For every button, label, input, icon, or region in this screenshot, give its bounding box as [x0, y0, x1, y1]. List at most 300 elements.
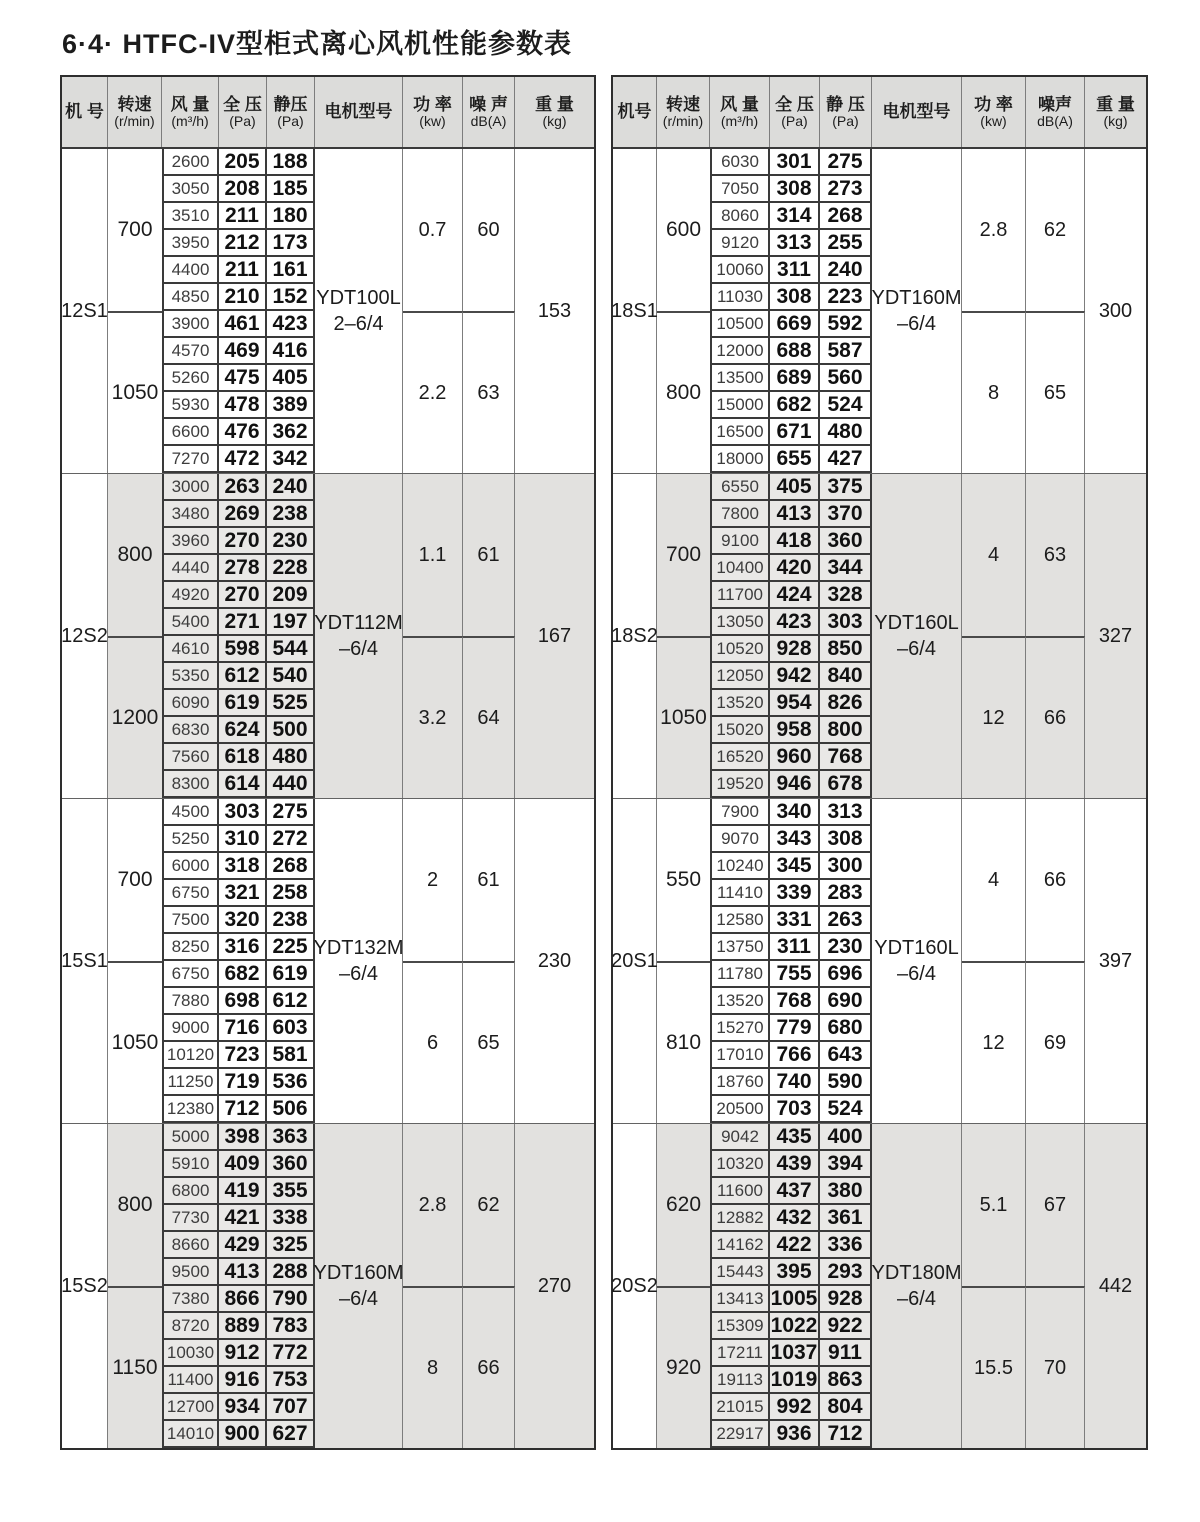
- motor-model-cell: [315, 1124, 403, 1448]
- power-cell: 0.7: [403, 149, 463, 311]
- static-pressure-cell: 273: [820, 176, 872, 203]
- motor-model-line1: YDT160M: [871, 287, 962, 309]
- flow-cell: 13520: [710, 988, 770, 1015]
- total-pressure-cell: 716: [219, 1015, 267, 1042]
- total-pressure-cell: 343: [770, 826, 820, 853]
- motor-model-line1: YDT180M: [871, 1262, 962, 1284]
- header-unit: (m³/h): [171, 112, 209, 129]
- flow-cell: 10520: [710, 636, 770, 663]
- motor-model-line1: YDT100L: [316, 287, 401, 309]
- fan-table-left: [60, 75, 596, 1450]
- total-pressure-cell: 900: [219, 1421, 267, 1448]
- total-pressure-cell: 671: [770, 419, 820, 446]
- static-pressure-cell: 540: [267, 663, 315, 690]
- header-unit: (kw): [980, 112, 1007, 129]
- static-pressure-cell: 603: [267, 1015, 315, 1042]
- total-pressure-cell: 476: [219, 419, 267, 446]
- static-pressure-cell: 240: [267, 474, 315, 501]
- flow-cell: 13500: [710, 365, 770, 392]
- static-pressure-cell: 619: [267, 961, 315, 988]
- flow-cell: 22917: [710, 1421, 770, 1448]
- noise-cell: 60: [463, 149, 515, 311]
- flow-cell: 10400: [710, 555, 770, 582]
- flow-cell: 14162: [710, 1232, 770, 1259]
- static-pressure-cell: 240: [820, 257, 872, 284]
- flow-cell: 11780: [710, 961, 770, 988]
- section-15S2: [62, 1124, 594, 1448]
- flow-cell: 17010: [710, 1042, 770, 1069]
- total-pressure-cell: 212: [219, 230, 267, 257]
- static-pressure-cell: 275: [267, 799, 315, 826]
- static-pressure-cell: 525: [267, 690, 315, 717]
- total-pressure-cell: 698: [219, 988, 267, 1015]
- flow-cell: 12580: [710, 907, 770, 934]
- flow-cell: 11410: [710, 880, 770, 907]
- total-pressure-cell: 316: [219, 934, 267, 961]
- weight-cell: 153: [537, 299, 572, 322]
- header-unit: (r/min): [662, 112, 704, 129]
- flow-cell: 11400: [162, 1367, 219, 1394]
- flow-cell: 3510: [162, 203, 219, 230]
- total-pressure-cell: 398: [219, 1124, 267, 1151]
- speed-cell: 800: [657, 311, 710, 473]
- flow-cell: 15020: [710, 717, 770, 744]
- static-pressure-cell: 680: [820, 1015, 872, 1042]
- total-pressure-cell: 395: [770, 1259, 820, 1286]
- flow-cell: 11600: [710, 1178, 770, 1205]
- static-pressure-cell: 707: [267, 1394, 315, 1421]
- static-pressure-cell: 712: [820, 1421, 872, 1448]
- static-pressure-cell: 423: [267, 311, 315, 338]
- total-pressure-cell: 313: [770, 230, 820, 257]
- total-pressure-cell: 310: [219, 826, 267, 853]
- flow-cell: 10320: [710, 1151, 770, 1178]
- static-pressure-cell: 255: [820, 230, 872, 257]
- header-cell: [710, 77, 770, 147]
- total-pressure-cell: 712: [219, 1096, 267, 1123]
- static-pressure-cell: 355: [267, 1178, 315, 1205]
- speed-cell: 800: [117, 543, 153, 566]
- flow-cell: 6090: [162, 690, 219, 717]
- flow-cell: 5260: [162, 365, 219, 392]
- flow-cell: 9120: [710, 230, 770, 257]
- static-pressure-cell: 180: [267, 203, 315, 230]
- static-pressure-cell: 581: [267, 1042, 315, 1069]
- header-label: 风 量: [170, 94, 210, 114]
- header-cell: [770, 77, 820, 147]
- flow-cell: 13520: [710, 690, 770, 717]
- model-cell: 15S1: [62, 799, 108, 1123]
- power-cell: 2: [403, 799, 463, 961]
- speed-cell: 810: [657, 961, 710, 1123]
- header-cell: [162, 77, 219, 147]
- header-unit: (Pa): [277, 112, 304, 129]
- static-pressure-cell: 753: [267, 1367, 315, 1394]
- motor-model-cell: [315, 799, 403, 1123]
- static-pressure-cell: 338: [267, 1205, 315, 1232]
- flow-cell: 9100: [710, 528, 770, 555]
- static-pressure-cell: 524: [820, 1096, 872, 1123]
- header-cell: [1085, 77, 1146, 147]
- table-header: [613, 77, 1146, 149]
- header-label: 重 量: [1096, 94, 1135, 114]
- total-pressure-cell: 612: [219, 663, 267, 690]
- header-label: 电机型号: [324, 102, 393, 122]
- flow-cell: 18000: [710, 446, 770, 473]
- model-cell: 20S2: [613, 1124, 657, 1448]
- static-pressure-cell: 772: [267, 1340, 315, 1367]
- total-pressure-cell: 439: [770, 1151, 820, 1178]
- static-pressure-cell: 922: [820, 1313, 872, 1340]
- total-pressure-cell: 424: [770, 582, 820, 609]
- header-unit: dB(A): [470, 112, 507, 129]
- flow-cell: 16520: [710, 744, 770, 771]
- power-cell: 3.2: [403, 636, 463, 798]
- header-cell: [1026, 77, 1085, 147]
- static-pressure-cell: 336: [820, 1232, 872, 1259]
- motor-model-cell: [872, 1124, 962, 1448]
- total-pressure-cell: 866: [219, 1286, 267, 1313]
- flow-cell: 4400: [162, 257, 219, 284]
- static-pressure-cell: 612: [267, 988, 315, 1015]
- total-pressure-cell: 308: [770, 176, 820, 203]
- header-label: 静压: [273, 94, 308, 114]
- header-unit: (Pa): [229, 112, 256, 129]
- header-label: 噪 声: [469, 94, 508, 114]
- total-pressure-cell: 413: [770, 501, 820, 528]
- total-pressure-cell: 340: [770, 799, 820, 826]
- static-pressure-cell: 230: [267, 528, 315, 555]
- total-pressure-cell: 954: [770, 690, 820, 717]
- static-pressure-cell: 380: [820, 1178, 872, 1205]
- total-pressure-cell: 766: [770, 1042, 820, 1069]
- total-pressure-cell: 278: [219, 555, 267, 582]
- static-pressure-cell: 152: [267, 284, 315, 311]
- static-pressure-cell: 258: [267, 880, 315, 907]
- flow-cell: 5000: [162, 1124, 219, 1151]
- flow-cell: 7880: [162, 988, 219, 1015]
- flow-cell: 6750: [162, 880, 219, 907]
- header-label: 转速: [117, 94, 152, 114]
- flow-cell: 10240: [710, 853, 770, 880]
- motor-model-line2: –6/4: [897, 638, 936, 660]
- flow-cell: 6750: [162, 961, 219, 988]
- page-title: 6·4· HTFC-IV型柜式离心风机性能参数表: [62, 29, 572, 59]
- flow-cell: 6550: [710, 474, 770, 501]
- motor-model-line1: YDT160L: [874, 612, 959, 634]
- power-cell: 12: [962, 961, 1026, 1123]
- flow-cell: 5350: [162, 663, 219, 690]
- total-pressure-cell: 475: [219, 365, 267, 392]
- weight-cell: 270: [537, 1274, 572, 1297]
- total-pressure-cell: 413: [219, 1259, 267, 1286]
- static-pressure-cell: 223: [820, 284, 872, 311]
- flow-cell: 12380: [162, 1096, 219, 1123]
- noise-cell: 61: [463, 799, 515, 961]
- total-pressure-cell: 740: [770, 1069, 820, 1096]
- flow-cell: 6830: [162, 717, 219, 744]
- motor-model-cell: [872, 149, 962, 473]
- total-pressure-cell: 321: [219, 880, 267, 907]
- weight-cell: 397: [1098, 949, 1133, 972]
- flow-cell: 7270: [162, 446, 219, 473]
- power-cell: 5.1: [962, 1124, 1026, 1286]
- header-unit: (Pa): [832, 112, 859, 129]
- flow-cell: 15443: [710, 1259, 770, 1286]
- total-pressure-cell: 1005: [770, 1286, 820, 1313]
- flow-cell: 7800: [710, 501, 770, 528]
- static-pressure-cell: 394: [820, 1151, 872, 1178]
- total-pressure-cell: 311: [770, 934, 820, 961]
- header-cell: [657, 77, 710, 147]
- static-pressure-cell: 325: [267, 1232, 315, 1259]
- total-pressure-cell: 689: [770, 365, 820, 392]
- weight-cell: 327: [1098, 624, 1133, 647]
- header-label: 转速: [666, 94, 700, 114]
- total-pressure-cell: 912: [219, 1340, 267, 1367]
- speed-cell: 1150: [108, 1286, 162, 1448]
- total-pressure-cell: 318: [219, 853, 267, 880]
- motor-model-line2: –6/4: [897, 313, 936, 335]
- total-pressure-cell: 469: [219, 338, 267, 365]
- static-pressure-cell: 804: [820, 1394, 872, 1421]
- total-pressure-cell: 655: [770, 446, 820, 473]
- noise-cell: 69: [1026, 961, 1085, 1123]
- total-pressure-cell: 437: [770, 1178, 820, 1205]
- static-pressure-cell: 197: [267, 609, 315, 636]
- flow-cell: 4610: [162, 636, 219, 663]
- static-pressure-cell: 524: [820, 392, 872, 419]
- total-pressure-cell: 303: [219, 799, 267, 826]
- motor-model-line2: –6/4: [339, 638, 378, 660]
- total-pressure-cell: 958: [770, 717, 820, 744]
- motor-model-line1: YDT160M: [313, 1262, 404, 1284]
- motor-model-cell: [315, 149, 403, 473]
- flow-cell: 7380: [162, 1286, 219, 1313]
- motor-model-cell: [872, 474, 962, 798]
- flow-cell: 5400: [162, 609, 219, 636]
- header-cell: [403, 77, 463, 147]
- static-pressure-cell: 500: [267, 717, 315, 744]
- header-label: 重 量: [535, 94, 574, 114]
- flow-cell: 3050: [162, 176, 219, 203]
- motor-model-line1: YDT112M: [314, 612, 403, 634]
- flow-cell: 4440: [162, 555, 219, 582]
- flow-cell: 9500: [162, 1259, 219, 1286]
- static-pressure-cell: 800: [820, 717, 872, 744]
- model-cell: 12S2: [62, 474, 108, 798]
- total-pressure-cell: 472: [219, 446, 267, 473]
- static-pressure-cell: 427: [820, 446, 872, 473]
- static-pressure-cell: 863: [820, 1367, 872, 1394]
- flow-cell: 15000: [710, 392, 770, 419]
- header-cell: [267, 77, 315, 147]
- total-pressure-cell: 1037: [770, 1340, 820, 1367]
- flow-cell: 6800: [162, 1178, 219, 1205]
- header-unit: dB(A): [1037, 112, 1073, 129]
- flow-cell: 14010: [162, 1421, 219, 1448]
- flow-cell: 12700: [162, 1394, 219, 1421]
- total-pressure-cell: 723: [219, 1042, 267, 1069]
- static-pressure-cell: 362: [267, 419, 315, 446]
- noise-cell: 62: [463, 1124, 515, 1286]
- flow-cell: 6000: [162, 853, 219, 880]
- total-pressure-cell: 308: [770, 284, 820, 311]
- model-cell: 20S1: [613, 799, 657, 1123]
- motor-model-line2: 2–6/4: [333, 313, 384, 335]
- total-pressure-cell: 768: [770, 988, 820, 1015]
- static-pressure-cell: 587: [820, 338, 872, 365]
- motor-model-line2: –6/4: [897, 1288, 936, 1310]
- speed-cell: 620: [665, 1193, 702, 1216]
- header-label: 全 压: [223, 94, 262, 114]
- static-pressure-cell: 370: [820, 501, 872, 528]
- total-pressure-cell: 916: [219, 1367, 267, 1394]
- flow-cell: 8720: [162, 1313, 219, 1340]
- static-pressure-cell: 783: [267, 1313, 315, 1340]
- page: [0, 22, 1200, 1450]
- flow-cell: 9070: [710, 826, 770, 853]
- speed-cell: 550: [665, 868, 702, 891]
- static-pressure-cell: 375: [820, 474, 872, 501]
- total-pressure-cell: 314: [770, 203, 820, 230]
- motor-model-line2: –6/4: [339, 1288, 378, 1310]
- flow-cell: 12882: [710, 1205, 770, 1232]
- total-pressure-cell: 208: [219, 176, 267, 203]
- flow-cell: 11700: [710, 582, 770, 609]
- static-pressure-cell: 840: [820, 663, 872, 690]
- total-pressure-cell: 1022: [770, 1313, 820, 1340]
- power-cell: 2.8: [962, 149, 1026, 311]
- header-unit: (Pa): [781, 112, 808, 129]
- power-cell: 15.5: [962, 1286, 1026, 1448]
- static-pressure-cell: 928: [820, 1286, 872, 1313]
- speed-cell: 700: [117, 218, 153, 241]
- header-unit: (m³/h): [720, 112, 759, 129]
- total-pressure-cell: 269: [219, 501, 267, 528]
- header-cell: [515, 77, 594, 147]
- flow-cell: 19113: [710, 1367, 770, 1394]
- speed-cell: 1050: [108, 961, 162, 1123]
- static-pressure-cell: 911: [820, 1340, 872, 1367]
- static-pressure-cell: 263: [820, 907, 872, 934]
- noise-cell: 66: [1026, 799, 1085, 961]
- total-pressure-cell: 936: [770, 1421, 820, 1448]
- static-pressure-cell: 643: [820, 1042, 872, 1069]
- total-pressure-cell: 946: [770, 771, 820, 798]
- flow-cell: 13050: [710, 609, 770, 636]
- header-cell: [219, 77, 267, 147]
- static-pressure-cell: 592: [820, 311, 872, 338]
- noise-cell: 67: [1026, 1124, 1085, 1286]
- flow-cell: 3960: [162, 528, 219, 555]
- flow-cell: 5930: [162, 392, 219, 419]
- static-pressure-cell: 230: [820, 934, 872, 961]
- header-cell: [820, 77, 872, 147]
- motor-model-cell: [872, 799, 962, 1123]
- total-pressure-cell: 478: [219, 392, 267, 419]
- speed-cell: 1200: [108, 636, 162, 798]
- static-pressure-cell: 480: [820, 419, 872, 446]
- total-pressure-cell: 270: [219, 582, 267, 609]
- static-pressure-cell: 161: [267, 257, 315, 284]
- total-pressure-cell: 624: [219, 717, 267, 744]
- noise-cell: 63: [1026, 474, 1085, 636]
- static-pressure-cell: 361: [820, 1205, 872, 1232]
- total-pressure-cell: 719: [219, 1069, 267, 1096]
- section-18S2: [613, 474, 1146, 799]
- total-pressure-cell: 688: [770, 338, 820, 365]
- power-cell: 4: [962, 474, 1026, 636]
- flow-cell: 4850: [162, 284, 219, 311]
- motor-model-line2: –6/4: [897, 963, 936, 985]
- header-cell: [613, 77, 657, 147]
- noise-cell: 61: [463, 474, 515, 636]
- noise-cell: 66: [463, 1286, 515, 1448]
- noise-cell: 66: [1026, 636, 1085, 798]
- static-pressure-cell: 405: [267, 365, 315, 392]
- section-20S2: [613, 1124, 1146, 1448]
- speed-cell: 920: [657, 1286, 710, 1448]
- header-cell: [108, 77, 162, 147]
- flow-cell: 3950: [162, 230, 219, 257]
- motor-model-cell: [315, 474, 403, 798]
- power-cell: 8: [403, 1286, 463, 1448]
- static-pressure-cell: 300: [820, 853, 872, 880]
- total-pressure-cell: 429: [219, 1232, 267, 1259]
- speed-cell: 700: [117, 868, 153, 891]
- flow-cell: 8300: [162, 771, 219, 798]
- section-20S1: [613, 799, 1146, 1124]
- table-header: [62, 77, 594, 149]
- static-pressure-cell: 360: [820, 528, 872, 555]
- flow-cell: 4570: [162, 338, 219, 365]
- flow-cell: 7900: [710, 799, 770, 826]
- static-pressure-cell: 360: [267, 1151, 315, 1178]
- total-pressure-cell: 432: [770, 1205, 820, 1232]
- total-pressure-cell: 419: [219, 1178, 267, 1205]
- flow-cell: 12050: [710, 663, 770, 690]
- total-pressure-cell: 992: [770, 1394, 820, 1421]
- static-pressure-cell: 225: [267, 934, 315, 961]
- section-18S1: [613, 149, 1146, 474]
- weight-cell: 230: [537, 949, 572, 972]
- flow-cell: 6030: [710, 149, 770, 176]
- static-pressure-cell: 850: [820, 636, 872, 663]
- static-pressure-cell: 238: [267, 907, 315, 934]
- flow-cell: 8660: [162, 1232, 219, 1259]
- total-pressure-cell: 405: [770, 474, 820, 501]
- static-pressure-cell: 506: [267, 1096, 315, 1123]
- flow-cell: 7500: [162, 907, 219, 934]
- static-pressure-cell: 678: [820, 771, 872, 798]
- flow-cell: 10060: [710, 257, 770, 284]
- total-pressure-cell: 345: [770, 853, 820, 880]
- flow-cell: 9000: [162, 1015, 219, 1042]
- section-15S1: [62, 799, 594, 1124]
- total-pressure-cell: 311: [770, 257, 820, 284]
- header-cell: [463, 77, 515, 147]
- flow-cell: 13750: [710, 934, 770, 961]
- total-pressure-cell: 205: [219, 149, 267, 176]
- static-pressure-cell: 328: [820, 582, 872, 609]
- noise-cell: 64: [463, 636, 515, 798]
- static-pressure-cell: 275: [820, 149, 872, 176]
- total-pressure-cell: 409: [219, 1151, 267, 1178]
- section-12S1: [62, 149, 594, 474]
- power-cell: 6: [403, 961, 463, 1123]
- flow-cell: 9042: [710, 1124, 770, 1151]
